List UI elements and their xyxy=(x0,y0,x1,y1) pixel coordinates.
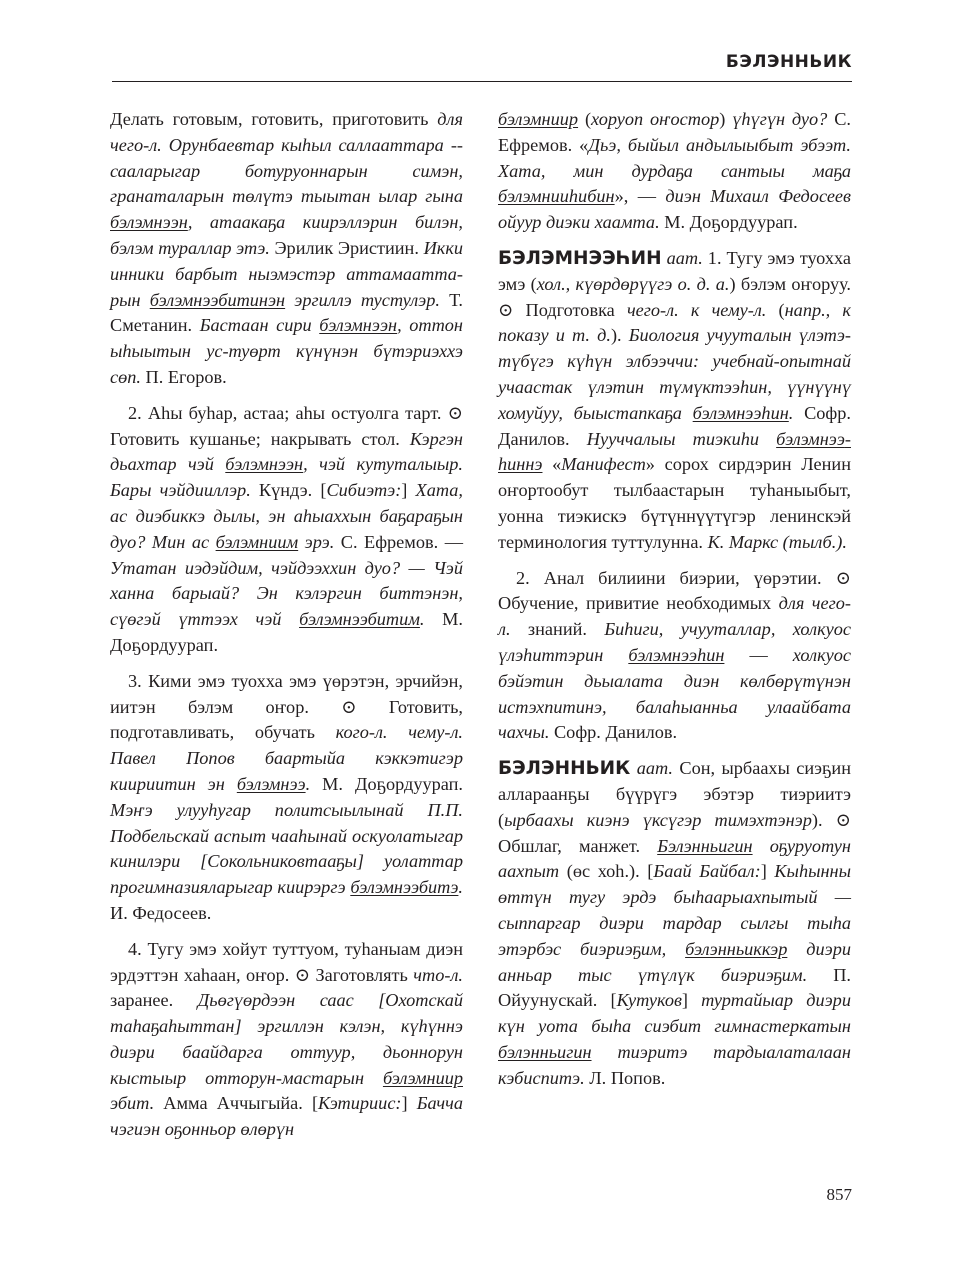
russian-translation-marker-icon: ⊙ xyxy=(447,402,463,423)
headword-usage: бэлэмнээһин xyxy=(692,402,789,423)
headword-usage: бэлэмнээн xyxy=(225,454,304,475)
header-rule xyxy=(112,81,852,82)
headword-usage: бэлэмнээһиннэ xyxy=(498,428,851,475)
headword-usage: бэлэмниир xyxy=(382,1067,463,1088)
page-number: 857 xyxy=(826,1185,852,1204)
russian-translation-marker-icon: ⊙ xyxy=(835,809,851,830)
headword-usage: бэлэмнээбитинэн xyxy=(149,289,286,310)
running-head: БЭЛЭННЬИК xyxy=(725,52,852,72)
headword-usage: бэлэмнээбитим xyxy=(299,609,420,630)
headword-usage: бэлэмнээн xyxy=(110,212,188,233)
headword-usage: Бэлэнньигин xyxy=(657,835,753,856)
headword-usage: бэлэнньигин xyxy=(498,1041,592,1062)
dictionary-entry: БЭЛЭМНЭЭҺИН аат. 1. Тугу эмэ туохха эмэ (хол., күөрдөрүүгэ о. д. а.) бэлэм оҥоруу. ⊙ Подготовка чего-л. к чему-л. (напр., к показу и т. д.). Биология учууталын үлэтэ-түбүгэ күһүн элбээччи: учебнай-опытнай учаастак үлэтин түмүктээһин, үүнүүнү хомуйуу, быыстапкаҕа бэлэмнээһин. Софр. Данилов. Нууччалыы тиэкиһи бэлэмнээһиннэ «Манифест» сорох сирдэрин Ленин оҥортообут тылбаастарын туһаныыбыт, уонна тиэкискэ бүтүннүүтүгэр ленинскэй терминология туттулунна. К. Маркс (тылб.). xyxy=(498,247,852,552)
headword-usage: бэлэмниир xyxy=(498,109,579,129)
russian-translation-marker-icon: ⊙ xyxy=(294,964,311,985)
right-column xyxy=(498,107,851,1101)
headword-usage: бэлэмнээбитэ xyxy=(350,877,459,898)
part-of-speech: аат. xyxy=(666,247,703,268)
sense-2-paragraph: 2. Аһы буһар, астаа; аһы остуолга тарт. ⊙ Готовить кушанье; накрывать стол. Кэргэн дьахтар чэй бэлэмнээн, чэй кутуталыыр. Бары чэйдииллэр. Күндэ. [Сибиэтэ:] Хата, ас диэбиккэ дылы, эн аһыаххын баҕараҕын дуо? Мин ас бэлэмниим эрэ. С. Ефремов. — Утатан иэдэйдим, чэйдээххин дуо? — Чэй ханна барыай? Эн кэлэргин биттэнэн, сүөгэй үттээх чэй бэлэмнээбитим. М. Доҕордуурап. xyxy=(110,402,463,655)
headword-usage: бэлэмнээн xyxy=(319,315,398,336)
left-column xyxy=(110,107,463,1153)
headword-usage: бэлэнньиккэр xyxy=(685,938,788,959)
russian-translation-marker-icon: ⊙ xyxy=(498,299,514,320)
sense-3-paragraph: 3. Кими эмэ туохха эмэ үөрэтэн, эрчийэн, иитэн бэлэм оҥор. ⊙ Готовить, подготавливать, обучать кого-л. чему-л. Павел Попов баартыйа кэккэтигэр киириитин эн бэлэмнээ. М. Доҕордуурап. Мэҥэ улууһугар политсыылынай П.П. Подбельскай аспыт чааһынай оскуолатыгар кинилэри [Сокольниковтааҕы] уолаттар прогимназияларыгар киирэргэ бэлэмнээбитэ. И. Федосеев. xyxy=(110,670,464,923)
sense-4-paragraph: 4. Тугу эмэ хойут туттуом, туһаныам диэн эрдэттэн хаһаан, оҥор. ⊙ Заготовлять что-л. заранее. Дьөгүөрдээн саас [Охотскай таһаҕаһыттан] эргиллэн кэлэн, күһүннэ диэри баайдарга оттуур, дьоннорун кыстыыр отторун-мастарын бэлэмниир эбит. Амма Аччыгыйа. [Кэтириис:] Бачча чэгиэн оҕонньор өлөрүн xyxy=(110,938,463,1140)
entry-headword: БЭЛЭННЬИК xyxy=(498,758,631,780)
part-of-speech: аат. xyxy=(636,758,673,779)
paragraph-continuation: бэлэмниир (хоруоп оҥостор) үһүгүн дуо? С. Ефремов. «Дьэ, быйыл андылыыбыт эбээт. Хата, мин дурдаҕа сантыы маҕа бэлэмнииһибин», — диэн Михаил Федосеев ойуур диэки хаамта. М. Доҕордуурап. xyxy=(498,109,851,233)
headword-usage: бэлэмнииһибин xyxy=(498,186,615,207)
headword-usage: бэлэмнээһин xyxy=(628,644,725,665)
russian-translation-marker-icon: ⊙ xyxy=(835,567,851,588)
headword-usage: бэлэмнээ xyxy=(236,773,306,794)
headword-usage: бэлэмниим xyxy=(215,531,299,552)
dictionary-entry: БЭЛЭННЬИК аат. Сон, ырбаахы сиэҕин аллараанҕы бүүрүгэ эбэтэр тиэриитэ (ырбаахы киэнэ үксүгэр тимэхтэнэр). ⊙ Обшлаг, манжет. Бэлэнньигин оҕуруотун аахпыт (өс хоһ.). [Баай Байбал:] Кыһынны өттүн тугу эрдэ быһаарыахпытый — сыппаргар диэри тардар сылгы тыһа этэрбэс биэриэҕим, бэлэнньиккэр диэри анньар тыс үтүлүк биэриэҕим. П. Ойуунускай. [Кутуков] туртайыар диэри күн уота быһа сиэбит гимнастеркатын бэлэнньигин тиэритэ тардыалаталаан кэбиспитэ. Л. Попов. xyxy=(498,758,851,1088)
paragraph-continuation: Делать готовым, готовить, приготовить для чего-л. Орунбаевтар кыһыл саллааттара -- сааларыгар ботуруоннарын симэн, гранаталарын төлүтэ тыытан ылар гына бэлэмнээн, атаакаҕа киирэллэрин билэн, бэлэм тураллар этэ. Эрилик Эристиин. Икки инники барбыт ныэмэстэр аттамааттарын бэлэмнээбитинэн эргиллэ тустулэр. Т. Сметанин. Бастаан сири бэлэмнээн, оттон ыһыытын ус-туөрт күнүнэн бүтэриэххэ сөп. П. Егоров. xyxy=(110,109,464,387)
sense-2-paragraph: 2. Анал билиини биэрии, үөрэтии. ⊙ Обучение, привитие необходимых для чего-л. знаний. Биһиги, учууталлар, холкуос үлэһиттэрин бэлэмнээһин — холкуос бэйэтин дьыалата диэн көлбөрүтүнэн истэхпитинэ, балаһыанньа улаайбата чахчы. Софр. Данилов. xyxy=(498,567,852,743)
entry-headword: БЭЛЭМНЭЭҺИН xyxy=(498,247,662,269)
russian-translation-marker-icon: ⊙ xyxy=(341,696,357,717)
